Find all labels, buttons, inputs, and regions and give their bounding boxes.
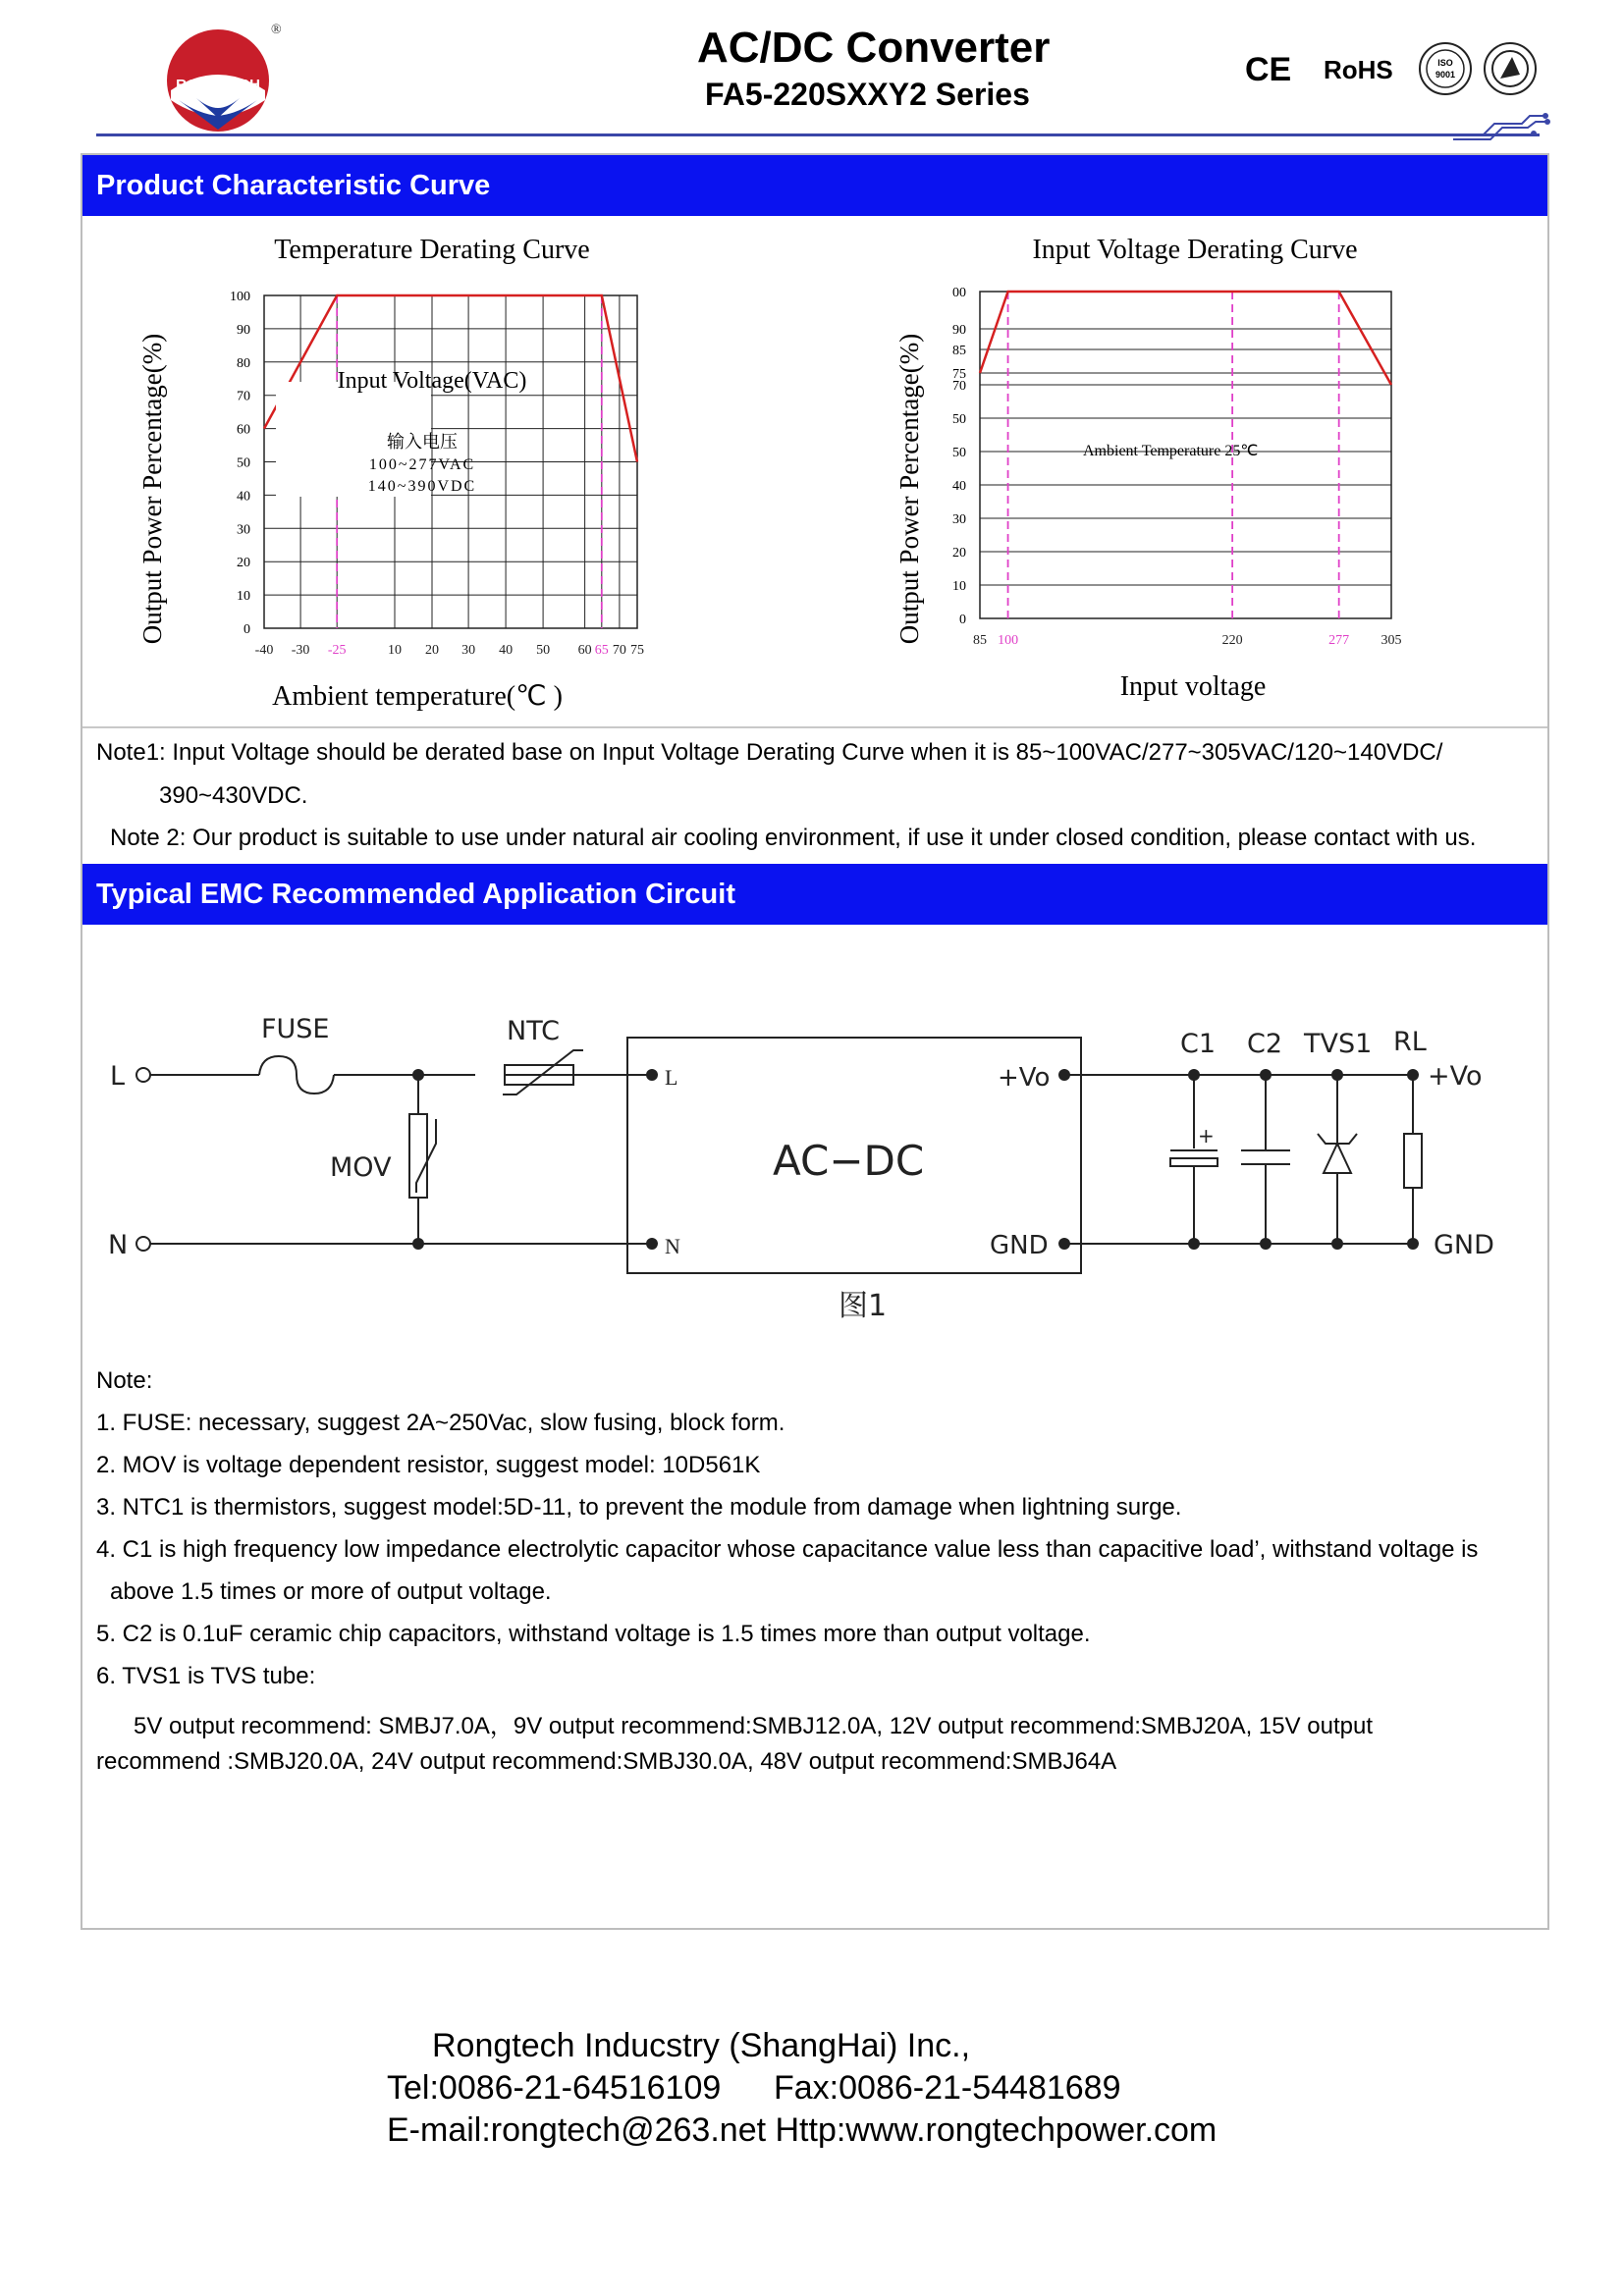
chart2-xtick-label: 220	[1221, 633, 1243, 648]
chart1-xlabel: Ambient temperature(℃ )	[272, 681, 563, 712]
chart2-ytick-label: 40	[952, 479, 966, 494]
footer-company: Rongtech Inducstry (ShangHai) Inc.,	[432, 2027, 971, 2064]
chart1-ytick-label: 50	[237, 455, 250, 471]
chart2-ytick-label: 75	[952, 367, 966, 382]
chart1-ytick-label: 80	[237, 355, 250, 371]
label-rl: RL	[1393, 1027, 1427, 1057]
chart2-xtick-label: 277	[1328, 633, 1350, 648]
chart1-ytick-label: 10	[237, 589, 250, 605]
chart2-xtick-label: 100	[998, 633, 1019, 648]
chart2-ytick-label: 00	[952, 286, 966, 300]
chart1-xtick-label: 20	[425, 643, 439, 658]
chart1-xtick-label: 50	[536, 643, 551, 658]
section-bar-curves: Product Characteristic Curve	[82, 155, 1547, 216]
footer-fax: Fax:0086-21-54481689	[774, 2069, 1121, 2107]
temperature-derating-chart	[118, 224, 687, 724]
chart1-annotation-cn: 输入电压	[387, 432, 458, 453]
chart1-annotation-vdc: 140~390VDC	[367, 478, 477, 495]
iso-badge-icon	[1420, 43, 1471, 94]
label-module: AC−DC	[773, 1137, 925, 1185]
label-c1: C1	[1180, 1029, 1217, 1059]
document-title: AC/DC Converter	[697, 24, 1051, 72]
chart2-ytick-label: 10	[952, 579, 966, 594]
emc-note-6b: recommend :SMBJ20.0A, 24V output recommend:SMBJ30.0A, 48V output recommend:SMBJ64A	[96, 1748, 1117, 1775]
rohs-mark-text: RoHS	[1324, 55, 1393, 84]
chart1-xtick-label: -40	[254, 643, 274, 658]
output-vo: +Vo	[1428, 1061, 1483, 1092]
chart1-annotation-vac: 100~277VAC	[368, 456, 476, 473]
pin-gnd: GND	[990, 1231, 1049, 1260]
chart2-ytick-label: 20	[952, 546, 966, 561]
section-bar-emc: Typical EMC Recommended Application Circuit	[82, 864, 1547, 925]
label-fuse: FUSE	[261, 1014, 330, 1044]
chart1-xtick-label: -25	[327, 643, 347, 658]
label-ntc: NTC	[507, 1016, 560, 1046]
emc-note-title: Note:	[96, 1367, 153, 1394]
chart1-ytick-label: 0	[244, 622, 250, 637]
chart1-ytick-label: 20	[237, 556, 250, 571]
emc-application-circuit	[82, 972, 1547, 1345]
chart1-xtick-label: 40	[499, 643, 514, 658]
chart1-xtick-label: 10	[388, 643, 402, 658]
certification-marks	[1227, 35, 1542, 104]
emc-note-6: 6. TVS1 is TVS tube:	[96, 1663, 316, 1689]
chart1-ytick-label: 90	[237, 322, 250, 338]
chart1-xtick-label: 65	[594, 643, 609, 658]
chart2-annotation-ambient: Ambient Temperature 25℃	[1083, 443, 1259, 459]
footer-contact: E-mail:rongtech@263.net Http:www.rongtechpower.com	[387, 2111, 1218, 2149]
chart2-ytick-label: 85	[952, 344, 966, 358]
input-voltage-derating-chart	[879, 224, 1448, 724]
label-tvs1: TVS1	[1304, 1029, 1373, 1059]
chart2-ytick-label: 50	[952, 412, 966, 427]
svg-text:9001: 9001	[1435, 70, 1456, 80]
chart2-ylabel: Output Power Percentage(%)	[894, 333, 924, 645]
divider	[82, 726, 1547, 728]
c1-polarity: +	[1198, 1124, 1215, 1148]
chart2-ytick-label: 30	[952, 512, 966, 527]
chart1-xtick-label: -30	[291, 643, 310, 658]
chart2-ytick-label: 0	[959, 613, 966, 627]
label-c2: C2	[1247, 1029, 1283, 1059]
chart1-ytick-label: 60	[237, 422, 250, 438]
chart1-title: Temperature Derating Curve	[274, 235, 590, 265]
note1-line2: 390~430VDC.	[159, 782, 308, 809]
emc-note-4b: above 1.5 times or more of output voltage.	[110, 1578, 552, 1605]
logo-brand-text: RONGTECH	[176, 77, 260, 93]
terminal-N: N	[108, 1230, 129, 1260]
svg-text:ISO: ISO	[1437, 58, 1453, 68]
pin-L: L	[665, 1065, 678, 1090]
emc-note-2: 2. MOV is voltage dependent resistor, suggest model: 10D561K	[96, 1452, 761, 1478]
chart2-ytick-label: 70	[952, 379, 966, 394]
pin-vo: +Vo	[998, 1063, 1051, 1093]
note2: Note 2: Our product is suitable to use under natural air cooling environment, if use it under closed condition, please contact with us.	[110, 825, 1477, 851]
emc-note-5: 5. C2 is 0.1uF ceramic chip capacitors, withstand voltage is 1.5 times more than output voltage.	[96, 1621, 1091, 1647]
company-logo	[157, 20, 285, 137]
emc-note-3: 3. NTC1 is thermistors, suggest model:5D-11, to prevent the module from damage when lightning surge.	[96, 1494, 1182, 1521]
chart1-xtick-label: 75	[630, 643, 644, 658]
figure-caption: 图1	[839, 1289, 888, 1323]
chart1-ylabel: Output Power Percentage(%)	[137, 333, 167, 645]
chart2-ytick-label: 50	[952, 446, 966, 460]
registered-mark: ®	[271, 23, 282, 37]
header-rule	[96, 133, 1540, 136]
footer-tel: Tel:0086-21-64516109	[387, 2069, 722, 2107]
emc-note-6a: 5V output recommend: SMBJ7.0A，9V output recommend:SMBJ12.0A, 12V output recommend:SMBJ20A, 15V output	[134, 1713, 1374, 1739]
chart1-ytick-label: 30	[237, 522, 250, 538]
chart2-xtick-label: 85	[973, 633, 987, 648]
chart1-xtick-label: 70	[612, 643, 626, 658]
chart1-annotation-input-voltage: Input Voltage(VAC)	[337, 368, 527, 394]
chart1-xtick-label: 30	[461, 643, 476, 658]
chart1-ytick-label: 70	[237, 389, 250, 404]
chart1-ytick-label: 40	[237, 489, 250, 505]
circuit-trace-icon	[1443, 110, 1551, 143]
note1-line1: Note1: Input Voltage should be derated base on Input Voltage Derating Curve when it is 85~100VAC/277~305VAC/120~140VDC/	[96, 739, 1443, 766]
quality-seal-icon	[1485, 43, 1536, 94]
chart1-xtick-label: 60	[577, 643, 592, 658]
emc-note-1: 1. FUSE: necessary, suggest 2A~250Vac, slow fusing, block form.	[96, 1410, 785, 1436]
pin-N: N	[665, 1234, 680, 1258]
chart2-title: Input Voltage Derating Curve	[1032, 235, 1358, 265]
terminal-L: L	[110, 1061, 126, 1092]
chart1-ytick-label: 100	[230, 290, 250, 304]
chart2-xlabel: Input voltage	[1119, 671, 1267, 702]
chart2-ytick-label: 90	[952, 323, 966, 338]
chart2-series-line	[980, 292, 1391, 385]
chart2-xtick-label: 305	[1380, 633, 1402, 648]
document-subtitle: FA5-220SXXY2 Series	[705, 77, 1030, 112]
label-mov: MOV	[330, 1152, 392, 1183]
emc-note-4a: 4. C1 is high frequency low impedance electrolytic capacitor whose capacitance value less than capacitive load’, withstand voltage is	[96, 1536, 1479, 1563]
output-gnd: GND	[1434, 1230, 1494, 1260]
ce-mark-text: CE	[1245, 51, 1292, 88]
